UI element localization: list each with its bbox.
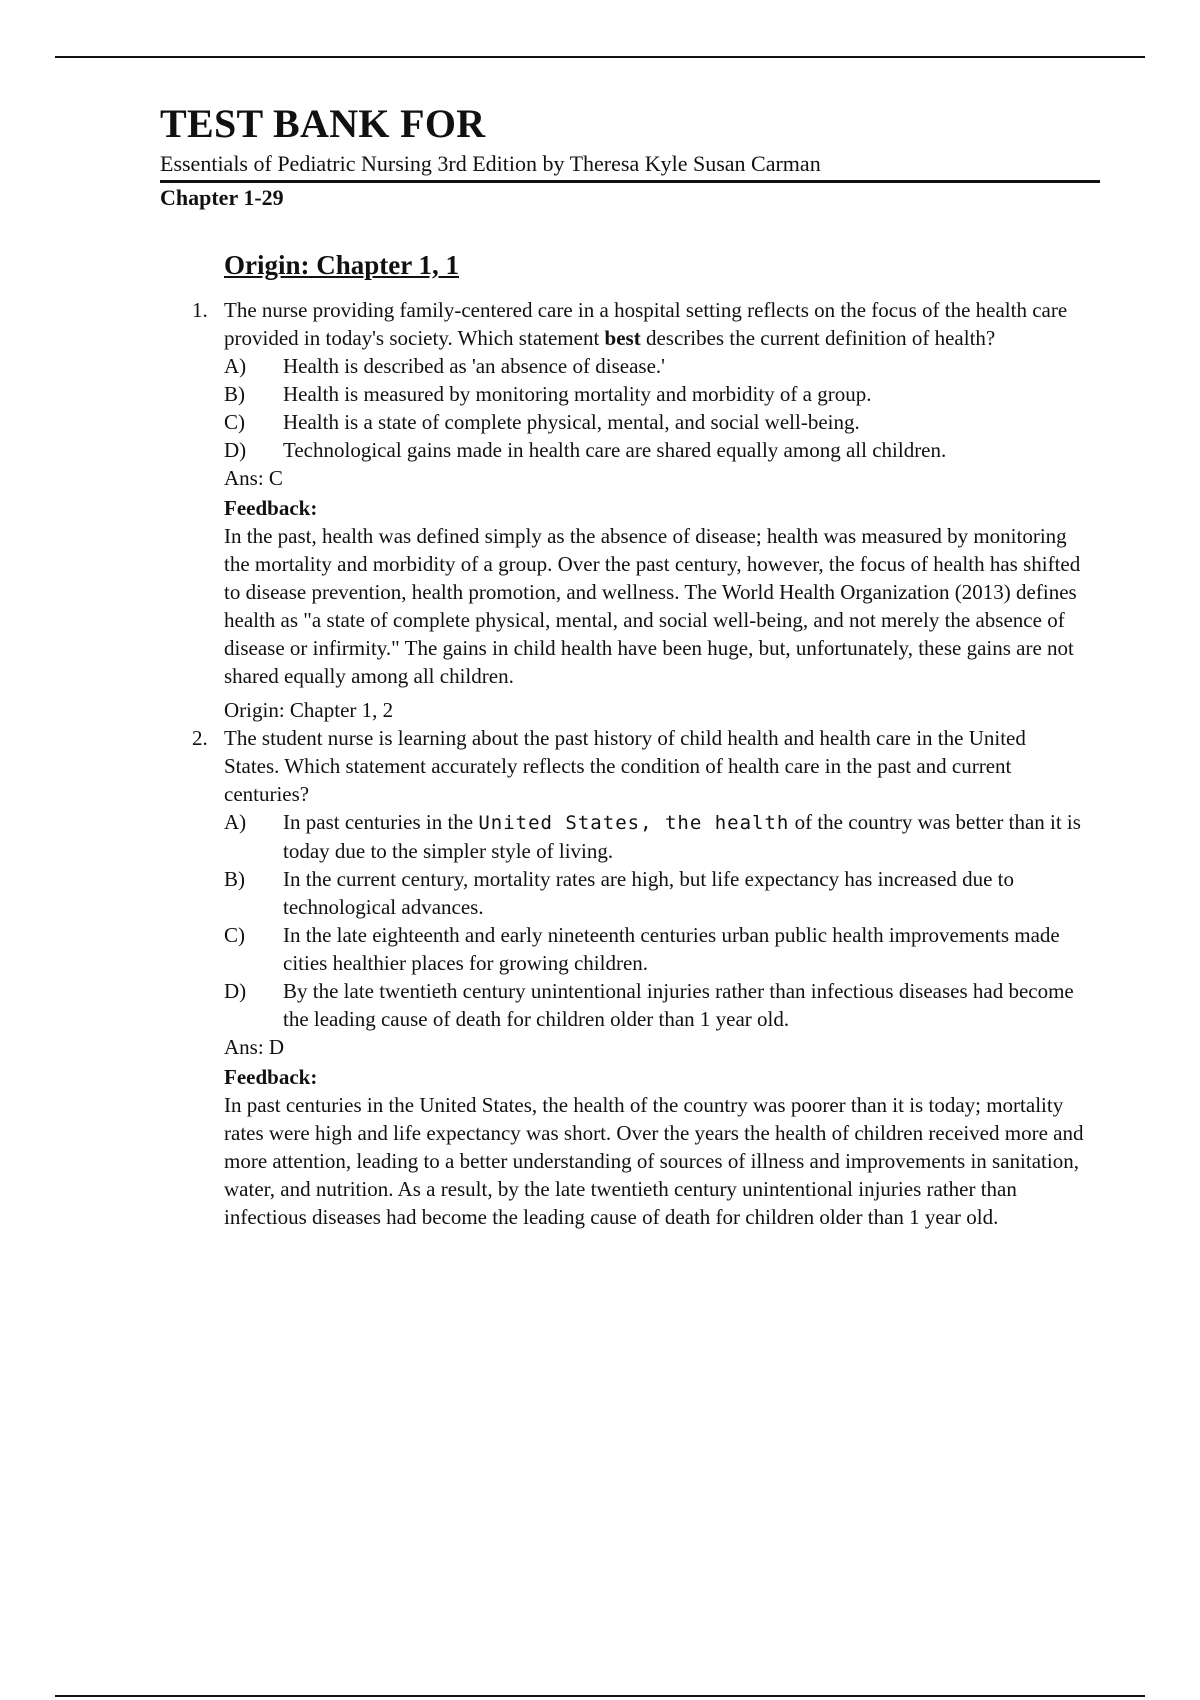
question-stem	[224, 296, 1084, 352]
stem-bold-word: best	[604, 326, 641, 350]
question-stem: The student nurse is learning about the past history of child health and health care in the United States. Which statement accurately reflects the condition of health care in the past and current centuries?	[224, 726, 1026, 806]
question-number: 2.	[192, 726, 208, 750]
option-letter: D)	[224, 979, 247, 1003]
option-c	[224, 408, 1084, 436]
option-letter: A)	[224, 354, 247, 378]
option-text: In the late eighteenth and early nineteenth centuries urban public health improvements made cities healthier places for growing children.	[283, 923, 1060, 975]
option-text: In the current century, mortality rates are high, but life expectancy has increased due to technological advances.	[283, 867, 1015, 919]
option-text: Health is described as 'an absence of disease.'	[283, 354, 665, 378]
option-letter: C)	[224, 923, 245, 947]
document-header	[160, 100, 1100, 213]
answer-options	[224, 808, 1084, 1033]
option-text	[283, 808, 1084, 865]
option-text-part: of the country was better than it is today due to the simpler style of living.	[283, 810, 1081, 863]
option-text: Health is measured by monitoring mortality and morbidity of a group.	[283, 382, 872, 406]
option-letter: B)	[224, 382, 245, 406]
feedback-label: Feedback:	[224, 1065, 318, 1089]
option-text: By the late twentieth century unintentional injuries rather than infectious diseases had become the leading cause of death for children older than 1 year old.	[283, 979, 1074, 1031]
option-text-part: United States, the health	[478, 812, 790, 834]
document-title: TEST BANK FOR	[160, 101, 486, 146]
option-letter: D)	[224, 438, 247, 462]
bottom-rule	[55, 1695, 1145, 1697]
option-d	[224, 977, 1084, 1033]
question-1	[192, 296, 1084, 690]
stem-text-after: describes the current definition of health?	[640, 326, 996, 350]
answer-key: Ans: D	[224, 1035, 285, 1059]
question-body	[192, 248, 1084, 1231]
option-text: Health is a state of complete physical, mental, and social well-being.	[283, 410, 860, 434]
option-a	[224, 808, 1084, 865]
chapter-range: Chapter 1-29	[160, 185, 284, 210]
answer-options	[224, 352, 1084, 464]
question-2	[192, 724, 1084, 1231]
option-b	[224, 865, 1084, 921]
origin-heading: Origin: Chapter 1, 1	[224, 250, 459, 280]
stem-text-before: The nurse providing family-centered care in a hospital setting reflects on the focus of the health care provided in today's society. Which statement	[224, 298, 1068, 350]
question-number: 1.	[192, 298, 208, 322]
option-letter: A)	[224, 810, 247, 834]
option-a	[224, 352, 1084, 380]
option-letter: C)	[224, 410, 245, 434]
answer-key: Ans: C	[224, 466, 283, 490]
origin-label: Origin: Chapter 1, 2	[224, 698, 394, 722]
feedback-label: Feedback:	[224, 496, 318, 520]
document-subtitle: Essentials of Pediatric Nursing 3rd Edition by Theresa Kyle Susan Carman	[160, 151, 821, 176]
option-b	[224, 380, 1084, 408]
option-text-part: In past centuries in the	[283, 810, 479, 834]
feedback-text: In past centuries in the United States, the health of the country was poorer than it is today; mortality rates were high and life expectancy was short. Over the years the health of children received more and more attention, leading to a better understanding of sources of illness and improvements in sanitation, water, and nutrition. As a result, by the late twentieth century unintentional injuries rather than infectious diseases had become the leading cause of death for children older than 1 year old.	[224, 1093, 1084, 1229]
feedback-text: In the past, health was defined simply as the absence of disease; health was measured by monitoring the mortality and morbidity of a group. Over the past century, however, the focus of health has shifted to disease prevention, health promotion, and wellness. The World Health Organization (2013) defines health as "a state of complete physical, mental, and social well-being, and not merely the absence of disease or infirmity." The gains in child health have been huge, but, unfortunately, these gains are not shared equally among all children.	[224, 524, 1081, 688]
top-rule	[55, 56, 1145, 58]
option-letter: B)	[224, 867, 245, 891]
option-c	[224, 921, 1084, 977]
option-text: Technological gains made in health care are shared equally among all children.	[283, 438, 947, 462]
option-d	[224, 436, 1084, 464]
